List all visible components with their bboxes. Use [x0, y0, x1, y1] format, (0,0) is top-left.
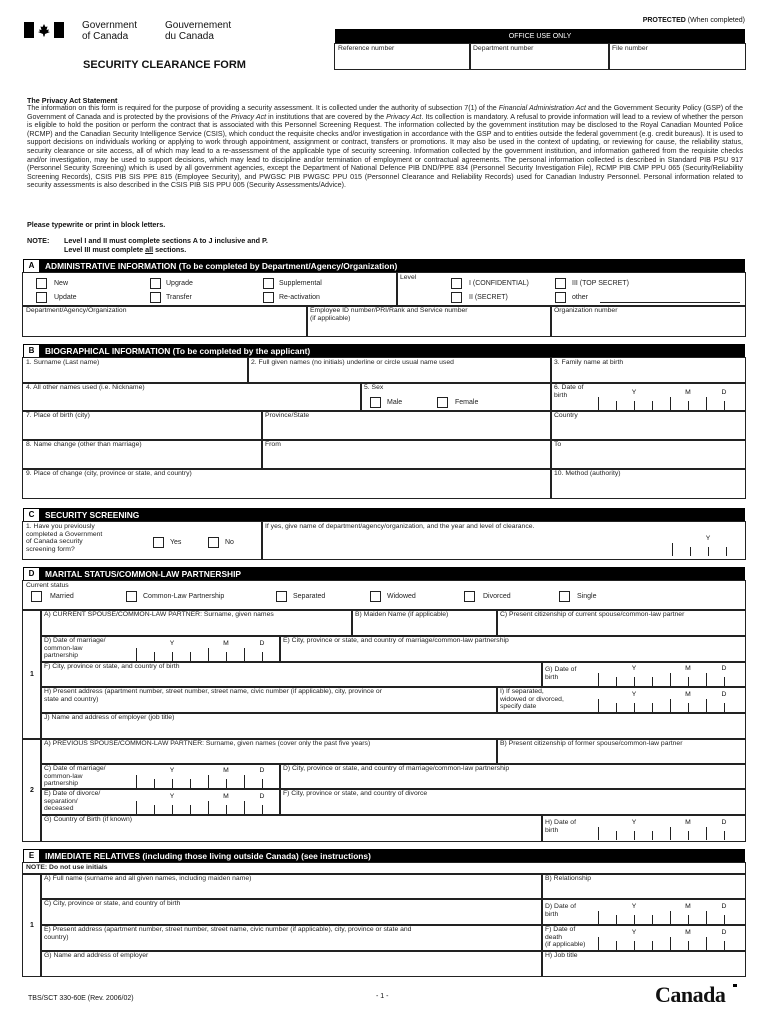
field-label: 1. Have you previously completed a Government of Canada security screening form?: [26, 523, 103, 553]
place-of-marriage-field[interactable]: [280, 636, 745, 662]
date-tick: [706, 911, 707, 924]
date-tick: [670, 673, 671, 686]
level-label: Level: [400, 274, 417, 281]
date-tick: [652, 941, 653, 950]
date-label-m: M: [223, 793, 229, 800]
relative-dob-ticks[interactable]: [598, 901, 728, 925]
date-tick: [724, 941, 725, 950]
date-label-d: D: [721, 929, 727, 936]
date-tick: [652, 703, 653, 712]
spouse-citizenship-field[interactable]: [497, 610, 745, 636]
relative-death-date-ticks[interactable]: [598, 927, 728, 951]
other-names-field[interactable]: [23, 383, 361, 411]
checkbox-label: New: [54, 280, 69, 287]
date-tick: [670, 911, 671, 924]
field-label: B) Relationship: [545, 875, 592, 882]
date-tick: [726, 547, 727, 556]
separation-date-ticks[interactable]: [598, 689, 728, 713]
field-label: I) If separated, widowed or divorced, specify date: [500, 688, 564, 711]
section-letter: E: [24, 850, 39, 862]
date-tick: [598, 397, 599, 410]
date-tick: [208, 648, 209, 661]
province-field[interactable]: [262, 411, 551, 440]
date-label-y: Y: [631, 819, 637, 826]
date-tick: [706, 827, 707, 840]
date-tick: [672, 543, 673, 556]
privacy-text: . Its collection is mandatory. A refusal to provide information will lead to a review of whether the person is eligible to hold the position or perform the contract that is associated with this Personnel Screening Request. The information collected by the government institution may be disclosed to the Royal Canadian Mounted Police (RCMP) and the Canadian Security Intelligence Service (CSIS), which conduct the requisite checks and/or investigation in accordance with the GSP and to entities outside the federal government (e.g. credit bureaus). It is used to support decisions on individuals working or applying to work through appointment, assignment or contract, transfers or promotions. It may also be used in the context of updating, or reviewing for cause, the reliability status, security clearance or site access, all of which may lead to a re-assessment of the applicable type of security screening. Information collected by the government institution, and information gathered from the requisite checks and/or investigation, may be used to support decisions, which may lead to discipline and/or termination of employment or contractual agreements. The personal information collected is described in Standard PIB PSU 917 (Personnel Security Screening) which is used by all government agencies, except the Department of National Defence PIB DND/PPE 834 (Personnel Security Investigation File), RCMP PIB CMP PPU 065 (Security/Reliability Screening Records), CSIS PIB SIS PPE 815 (Employee Security), and PWGSC PIB PWGSC PPU 015 (Personnel Clearance and Reliability Records) used for Canadian Industry Personnel. Personal information related to security assessments is also described in the CSIS PIB SIS PPU 005 (Security Assessments/Advice).: [27, 112, 743, 190]
section-b-header: [23, 344, 745, 358]
checkbox-label: Supplemental: [279, 280, 322, 287]
field-label: From: [265, 441, 281, 448]
field-label: 7. Place of birth (city): [26, 412, 90, 419]
date-tick: [706, 699, 707, 712]
section-letter: C: [24, 509, 39, 521]
note-line-1: Level I and II must complete sections A to J inclusive and P.: [64, 236, 268, 245]
date-label-y: Y: [169, 767, 175, 774]
date-label-m: M: [685, 903, 691, 910]
date-tick: [616, 703, 617, 712]
relative-full-name-field[interactable]: [41, 874, 542, 899]
date-label-y: Y: [631, 665, 637, 672]
spouse-address-field[interactable]: [41, 687, 497, 713]
date-tick: [688, 677, 689, 686]
date-tick: [208, 801, 209, 814]
name-change-field[interactable]: [23, 440, 262, 469]
date-tick: [598, 911, 599, 924]
field-label: Country: [554, 412, 578, 419]
date-tick: [688, 915, 689, 924]
form-title: SECURITY CLEARANCE FORM: [83, 59, 246, 71]
yes-checkbox[interactable]: [153, 537, 164, 548]
section-title: IMMEDIATE RELATIVES (including those living outside Canada) (see instructions): [45, 851, 371, 861]
privacy-italic: Financial Administration Act: [498, 104, 586, 112]
previous-marriage-place-field[interactable]: [280, 764, 745, 789]
date-tick: [136, 801, 137, 814]
place-of-change-field[interactable]: [23, 469, 551, 498]
government-of-canada-en: [82, 20, 137, 42]
page-number: - 1 -: [376, 993, 389, 1000]
name-change-to-field[interactable]: [551, 440, 745, 469]
no-checkbox[interactable]: [208, 537, 219, 548]
relative-birthplace-field[interactable]: [41, 899, 542, 925]
date-label-y: Y: [631, 389, 637, 396]
date-label-y: Y: [631, 691, 637, 698]
privacy-title: The Privacy Act Statement: [27, 96, 118, 105]
date-tick: [706, 673, 707, 686]
note-text: Level III must complete: [64, 245, 146, 254]
date-tick: [154, 652, 155, 661]
date-label-m: M: [685, 691, 691, 698]
office-use-header: OFFICE USE ONLY: [335, 29, 745, 44]
protected-note: (When completed): [685, 17, 745, 24]
privacy-text: The information on this form is required for the purpose of providing a security assessment. It is collected under the authority of subsection 7(1) of the: [27, 104, 499, 112]
date-tick: [616, 941, 617, 950]
date-label-y: Y: [631, 903, 637, 910]
date-tick: [616, 677, 617, 686]
privacy-italic: Privacy Act: [230, 112, 267, 121]
field-label: H) Job title: [545, 952, 578, 959]
checkbox-label: Transfer: [166, 294, 192, 301]
field-label: To: [554, 441, 562, 448]
field-label: 6. Date of birth: [554, 384, 584, 399]
relative-employer-field[interactable]: [41, 951, 542, 976]
canada-wordmark: Canada: [655, 982, 726, 1007]
date-tick: [616, 915, 617, 924]
date-tick: [688, 831, 689, 840]
relative-job-title-field[interactable]: [542, 951, 745, 976]
divorced-checkbox[interactable]: [464, 591, 475, 602]
field-label: J) Name and address of employer (job title): [44, 714, 175, 721]
previous-spouse-country-of-birth-field[interactable]: [41, 815, 542, 841]
date-tick: [652, 915, 653, 924]
section-title: SECURITY SCREENING: [45, 510, 140, 520]
date-tick: [616, 401, 617, 410]
date-tick: [136, 648, 137, 661]
method-field[interactable]: [551, 469, 745, 498]
date-tick: [208, 775, 209, 788]
field-label: E) Date of divorce/ separation/ deceased: [44, 790, 101, 813]
date-label-d: D: [721, 903, 727, 910]
former-spouse-citizenship-field[interactable]: [497, 739, 745, 764]
supplemental-checkbox[interactable]: [263, 278, 274, 289]
date-tick: [708, 547, 709, 556]
date-tick: [634, 401, 635, 410]
field-label: G) Name and address of employer: [44, 952, 149, 959]
married-checkbox[interactable]: [31, 591, 42, 602]
date-tick: [598, 827, 599, 840]
level-top-secret-checkbox[interactable]: [555, 278, 566, 289]
date-tick: [688, 703, 689, 712]
previous-spouse-name-field[interactable]: [41, 739, 497, 764]
gov-fr-line1: Gouvernement: [165, 20, 232, 31]
spouse-birthplace-field[interactable]: [41, 662, 542, 687]
date-tick: [634, 941, 635, 950]
upgrade-checkbox[interactable]: [150, 278, 161, 289]
form-number: TBS/SCT 330-60E (Rev. 2006/02): [28, 995, 134, 1002]
single-checkbox[interactable]: [559, 591, 570, 602]
section-a-header: [23, 259, 745, 273]
date-tick: [690, 547, 691, 556]
date-tick: [154, 805, 155, 814]
date-tick: [244, 801, 245, 814]
transfer-checkbox[interactable]: [150, 292, 161, 303]
field-label: 9. Place of change (city, province or state, and country): [26, 470, 192, 477]
date-label-y: Y: [631, 929, 637, 936]
date-label-y: Y: [705, 535, 711, 542]
date-tick: [706, 397, 707, 410]
organization-number-field[interactable]: [551, 306, 745, 336]
checkbox-label: Yes: [170, 539, 182, 546]
department-number-field[interactable]: [470, 44, 609, 69]
date-tick: [652, 401, 653, 410]
date-label-d: D: [259, 640, 265, 647]
date-tick: [154, 779, 155, 788]
checkbox-label: Re-activation: [279, 294, 320, 301]
checkbox-label: Single: [577, 593, 597, 600]
gov-en-line2: of Canada: [82, 31, 129, 42]
reference-number-field[interactable]: [335, 44, 470, 69]
date-tick: [172, 652, 173, 661]
typewrite-instruction: Please typewrite or print in block letters.: [27, 220, 166, 229]
field-label: Reference number: [338, 45, 395, 52]
date-of-marriage-ticks[interactable]: [136, 638, 266, 662]
field-label: 2. Full given names (no initials) underline or circle usual name used: [251, 359, 454, 366]
spouse-1-number: 1: [23, 610, 41, 739]
field-label: 5. Sex: [364, 384, 384, 391]
field-label: C) City, province or state, and country of birth: [44, 900, 181, 907]
date-tick: [190, 779, 191, 788]
wordmark-flag-icon: [733, 984, 737, 987]
date-tick: [634, 703, 635, 712]
previous-marriage-date-ticks[interactable]: [136, 765, 266, 789]
field-label: A) PREVIOUS SPOUSE/COMMON-LAW PARTNER: Surname, given names (cover only the past five years): [44, 740, 371, 747]
checkbox-label: I (CONFIDENTIAL): [469, 280, 529, 287]
date-label-m: M: [685, 929, 691, 936]
field-label: D) Date of marriage/ common-law partnership: [44, 637, 106, 660]
date-label-d: D: [721, 691, 727, 698]
date-tick: [706, 937, 707, 950]
date-tick: [724, 915, 725, 924]
given-names-field[interactable]: [248, 358, 551, 383]
date-label-m: M: [685, 389, 691, 396]
request-type-group: [23, 273, 397, 306]
update-checkbox[interactable]: [36, 292, 47, 303]
gov-fr-line2: du Canada: [165, 31, 214, 42]
field-label: D) City, province or state, and country of marriage/common-law partnership: [283, 765, 510, 772]
section-title: ADMINISTRATIVE INFORMATION (To be completed by Department/Agency/Organization): [45, 261, 398, 271]
section-title: BIOGRAPHICAL INFORMATION (To be completed by the applicant): [45, 346, 311, 356]
checkbox-label: Upgrade: [166, 280, 193, 287]
relatives-note: [23, 863, 745, 874]
field-label: F) City, province or state, and country of birth: [44, 663, 180, 670]
level-confidential-checkbox[interactable]: [451, 278, 462, 289]
note-emphasis: all: [145, 245, 154, 254]
date-tick: [190, 805, 191, 814]
field-label: Current status: [26, 582, 69, 589]
checkbox-label: Separated: [293, 593, 326, 600]
date-tick: [226, 652, 227, 661]
date-tick: [190, 652, 191, 661]
date-tick: [634, 677, 635, 686]
field-label: Province/State: [265, 412, 310, 419]
previous-spouse-dob-ticks[interactable]: [598, 817, 728, 841]
field-label: 10. Method (authority): [554, 470, 621, 477]
privacy-text: and the Government Security Policy (GSP) of the Government of Canada and is protected by the provisions of the: [27, 104, 743, 121]
field-label: C) Date of marriage/ common-law partnership: [44, 765, 106, 788]
gov-en-line1: Government: [82, 20, 138, 31]
date-label-m: M: [223, 767, 229, 774]
protected-text: PROTECTED: [642, 17, 686, 24]
field-label: 8. Name change (other than marriage): [26, 441, 142, 448]
date-label-d: D: [721, 389, 727, 396]
level-secret-checkbox[interactable]: [451, 292, 462, 303]
section-d-header: [23, 567, 745, 581]
field-label: B) Maiden Name (if applicable): [355, 611, 449, 618]
date-tick: [226, 805, 227, 814]
section-letter: B: [24, 345, 39, 357]
field-label: If yes, give name of department/agency/organization, and the year and level of clearance.: [265, 523, 535, 530]
checkbox-label: No: [225, 539, 234, 546]
checkbox-label: Female: [455, 399, 479, 406]
field-label: 4. All other names used (i.e. Nickname): [26, 384, 145, 391]
field-label: C) Present citizenship of current spouse/common-law partner: [500, 611, 685, 618]
date-tick: [262, 652, 263, 661]
date-tick: [634, 831, 635, 840]
date-tick: [634, 915, 635, 924]
canada-flag-logo: [24, 22, 64, 38]
date-label-d: D: [721, 819, 727, 826]
date-tick: [688, 941, 689, 950]
date-of-birth-ticks[interactable]: [598, 387, 728, 411]
date-tick: [724, 703, 725, 712]
date-tick: [598, 937, 599, 950]
date-label-d: D: [721, 665, 727, 672]
field-label: D) Date of birth: [545, 903, 576, 918]
privacy-text: in institutions that are covered by the: [266, 112, 387, 121]
field-label: File number: [612, 45, 648, 52]
privacy-statement: [27, 104, 743, 190]
date-tick: [670, 827, 671, 840]
divorce-date-ticks[interactable]: [136, 791, 266, 815]
date-label-y: Y: [169, 640, 175, 647]
field-label: F) City, province or state, and country of divorce: [283, 790, 428, 797]
date-tick: [670, 397, 671, 410]
date-tick: [652, 831, 653, 840]
spouse-dob-ticks[interactable]: [598, 663, 728, 687]
privacy-italic: Privacy Act: [386, 112, 422, 121]
date-tick: [244, 775, 245, 788]
reactivation-checkbox[interactable]: [263, 292, 274, 303]
section-letter: A: [24, 260, 39, 272]
protected-label: [643, 17, 745, 24]
maiden-name-field[interactable]: [352, 610, 497, 636]
government-of-canada-fr: [165, 20, 231, 42]
date-label-m: M: [685, 819, 691, 826]
field-label: Employee ID number/PRI/Rank and Service number (if applicable): [310, 307, 468, 322]
file-number-field[interactable]: [609, 44, 745, 69]
employee-id-field[interactable]: [307, 306, 551, 336]
spouse-2-number: 2: [23, 739, 41, 841]
name-change-from-field[interactable]: [262, 440, 551, 469]
place-of-birth-field[interactable]: [23, 411, 262, 440]
date-label-d: D: [259, 793, 265, 800]
checkbox-label: Widowed: [387, 593, 416, 600]
section-title: MARITAL STATUS/COMMON-LAW PARTNERSHIP: [45, 569, 242, 579]
current-spouse-name-field[interactable]: [41, 610, 352, 636]
field-label: F) Date of death (if applicable): [545, 926, 586, 949]
common-law-checkbox[interactable]: [126, 591, 137, 602]
spouse-employer-field[interactable]: [41, 713, 745, 739]
family-name-birth-field[interactable]: [551, 358, 745, 383]
date-tick: [688, 401, 689, 410]
date-tick: [724, 677, 725, 686]
field-label: G) Country of Birth (if known): [44, 816, 133, 823]
separated-checkbox[interactable]: [276, 591, 287, 602]
note-line-2: [64, 245, 186, 254]
field-label: E) City, province or state, and country of marriage/common-law partnership: [283, 637, 509, 644]
date-tick: [598, 673, 599, 686]
department-field[interactable]: [23, 306, 307, 336]
checkbox-label: other: [572, 294, 588, 301]
relative-1-number: 1: [23, 874, 41, 976]
date-tick: [262, 779, 263, 788]
date-tick: [652, 677, 653, 686]
checkbox-label: II (SECRET): [469, 294, 508, 301]
date-tick: [616, 831, 617, 840]
note-label: NOTE:: [27, 236, 50, 245]
date-label-d: D: [259, 767, 265, 774]
widowed-checkbox[interactable]: [370, 591, 381, 602]
female-checkbox[interactable]: [437, 397, 448, 408]
note-text: sections.: [153, 245, 187, 254]
country-field[interactable]: [551, 411, 745, 440]
field-label: Department/Agency/Organization: [26, 307, 127, 314]
field-label: H) Date of birth: [545, 819, 576, 834]
date-tick: [724, 401, 725, 410]
level-other-checkbox[interactable]: [555, 292, 566, 303]
new-checkbox[interactable]: [36, 278, 47, 289]
date-tick: [226, 779, 227, 788]
checkbox-label: Common-Law Partnership: [143, 593, 225, 600]
divorce-place-field[interactable]: [280, 789, 745, 815]
date-label-y: Y: [169, 793, 175, 800]
field-label: H) Present address (apartment number, street number, street name, civic number (if applicable), city, province or state and country): [44, 688, 382, 703]
date-tick: [136, 775, 137, 788]
checkbox-label: Male: [387, 399, 403, 406]
field-label: E) Present address (apartment number, street number, street name, civic number (if applicable), city, province or state and country): [44, 926, 412, 941]
field-label: A) CURRENT SPOUSE/COMMON-LAW PARTNER: Surname, given names: [44, 611, 274, 618]
date-tick: [598, 699, 599, 712]
relationship-field[interactable]: [542, 874, 745, 899]
field-label: A) Full name (surname and all given names, including maiden name): [44, 875, 252, 882]
note-text: NOTE: Do not use initials: [26, 864, 108, 871]
checkbox-label: Married: [50, 593, 74, 600]
surname-field[interactable]: [23, 358, 248, 383]
field-label: G) Date of birth: [545, 666, 577, 681]
section-letter: D: [24, 568, 39, 580]
date-tick: [670, 699, 671, 712]
other-level-input[interactable]: [600, 302, 740, 303]
date-tick: [724, 831, 725, 840]
checkbox-label: III (TOP SECRET): [572, 280, 629, 287]
date-tick: [172, 805, 173, 814]
date-tick: [244, 648, 245, 661]
checkbox-label: Divorced: [483, 593, 511, 600]
field-label: 1. Surname (Last name): [26, 359, 100, 366]
section-c-header: [23, 508, 745, 522]
clearance-year-ticks[interactable]: [672, 533, 732, 557]
date-tick: [670, 937, 671, 950]
date-label-m: M: [685, 665, 691, 672]
relative-address-field[interactable]: [41, 925, 542, 951]
male-checkbox[interactable]: [370, 397, 381, 408]
field-label: Department number: [473, 45, 534, 52]
section-e-header: [23, 849, 745, 863]
field-label: Organization number: [554, 307, 618, 314]
date-tick: [262, 805, 263, 814]
date-tick: [172, 779, 173, 788]
checkbox-label: Update: [54, 294, 77, 301]
date-label-m: M: [223, 640, 229, 647]
field-label: 3. Family name at birth: [554, 359, 624, 366]
field-label: B) Present citizenship of former spouse/common-law partner: [500, 740, 683, 747]
